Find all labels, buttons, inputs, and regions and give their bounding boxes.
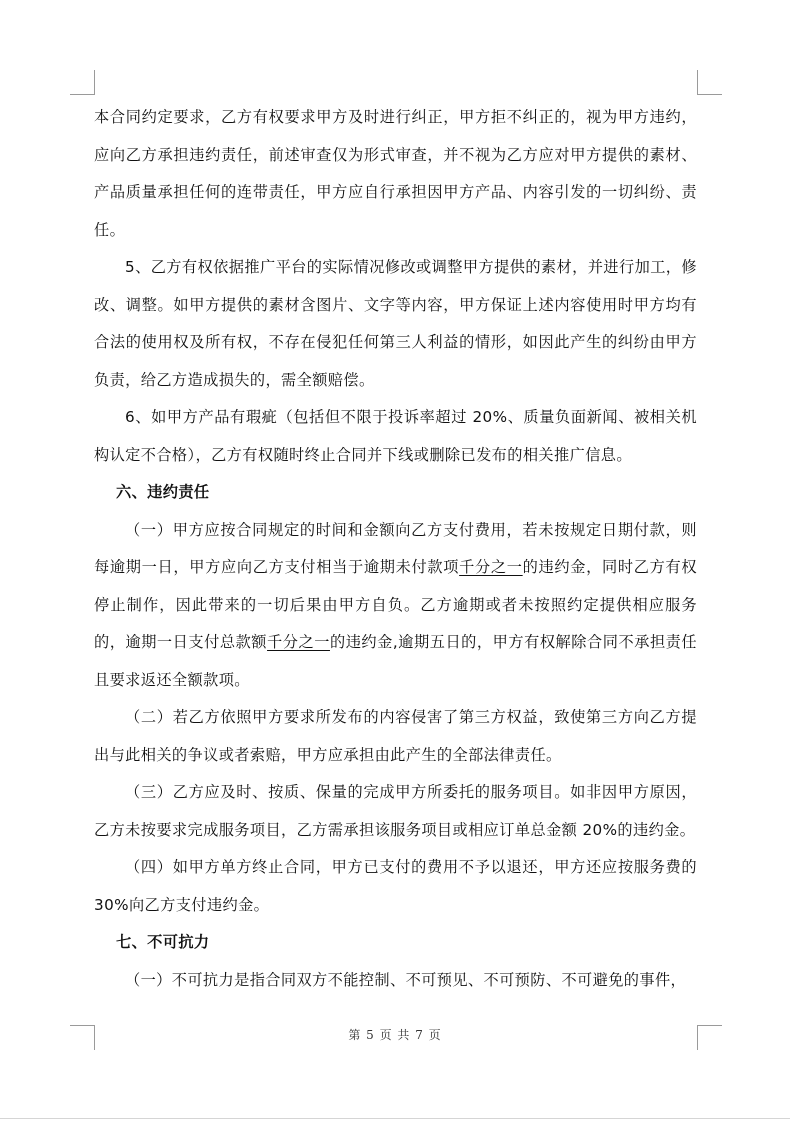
paragraph-breach-1 xyxy=(94,512,697,700)
underlined-term: 千分之一 xyxy=(459,558,523,576)
text-run: 的违约金,逾期五日的，甲方有权解除合同不承担责任且要求返还全额款项。 xyxy=(94,633,697,689)
paragraph-force-majeure-1: （一）不可抗力是指合同双方不能控制、不可预见、不可预防、不可避免的事件， xyxy=(125,970,687,989)
text-run: （一）甲方应按合同规定的时间和金额向乙方支付费用，若未按规定日期付款，则每逾期一日，甲方应向乙方支付相当于逾期未付款项 xyxy=(94,520,697,576)
paragraph-clause-6: 6、如甲方产品有瑕疵（包括但不限于投诉率超过 20%、质量负面新闻、被相关机构认定不合格），乙方有权随时终止合同并下线或删除已发布的相关推广信息。 xyxy=(94,408,697,464)
paragraph-continued: 本合同约定要求，乙方有权要求甲方及时进行纠正，甲方拒不纠正的，视为甲方违约，应向乙方承担违约责任，前述审查仅为形式审查，并不视为乙方应对甲方提供的素材、产品质量承担任何的连带责任，甲方应自行承担因甲方产品、内容引发的一切纠纷、责任。 xyxy=(94,108,697,239)
page-footer: 第 5 页 共 7 页 xyxy=(348,1028,442,1042)
text-run: 的违约金，同时乙方有权停止制作，因此带来的一切后果由甲方自负。乙方逾期或者未按照约定提供相应服务的，逾期一日支付总款额 xyxy=(94,558,697,651)
crop-mark-top-left xyxy=(70,70,95,95)
crop-mark-top-right xyxy=(697,70,722,95)
page-body xyxy=(94,99,697,999)
paragraph-clause-5: 5、乙方有权依据推广平台的实际情况修改或调整甲方提供的素材，并进行加工，修改、调整。如甲方提供的素材含图片、文字等内容，甲方保证上述内容使用时甲方均有合法的使用权及所有权，不存在侵犯任何第三人利益的情形，如因此产生的纠纷由甲方负责，给乙方造成损失的，需全额赔偿。 xyxy=(94,258,697,389)
section-heading-breach: 六、违约责任 xyxy=(116,483,210,501)
window-bottom-divider xyxy=(0,1118,790,1119)
underlined-term: 千分之一 xyxy=(267,633,330,651)
section-heading-force-majeure: 七、不可抗力 xyxy=(116,933,210,951)
paragraph-breach-4: （四）如甲方单方终止合同，甲方已支付的费用不予以退还，甲方还应按服务费的 30%向乙方支付违约金。 xyxy=(94,858,697,914)
paragraph-breach-3: （三）乙方应及时、按质、保量的完成甲方所委托的服务项目。如非因甲方原因，乙方未按要求完成服务项目，乙方需承担该服务项目或相应订单总金额 20%的违约金。 xyxy=(94,783,697,839)
paragraph-breach-2: （二）若乙方依照甲方要求所发布的内容侵害了第三方权益，致使第三方向乙方提出与此相关的争议或者索赔，甲方应承担由此产生的全部法律责任。 xyxy=(94,708,697,764)
